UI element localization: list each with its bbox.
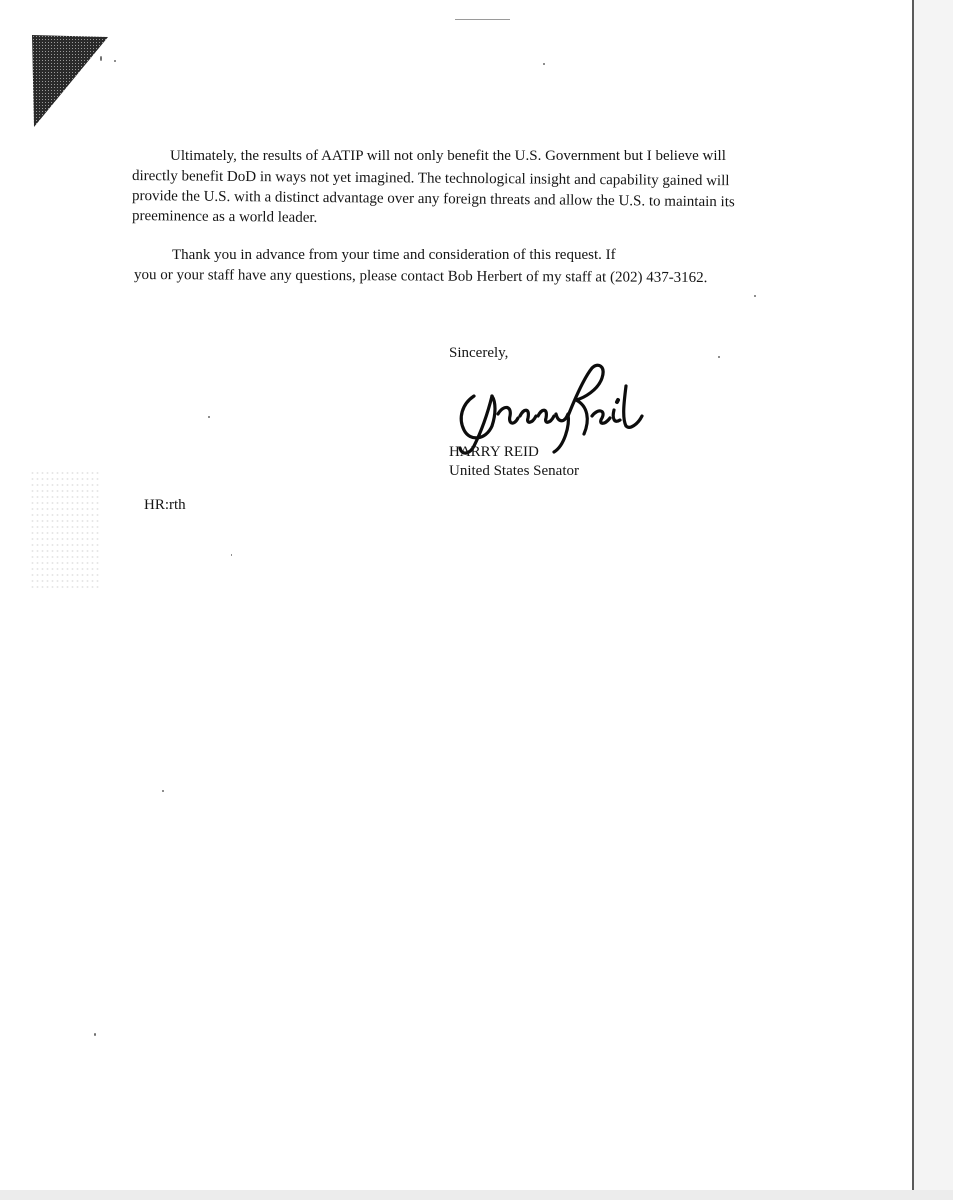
scan-speck bbox=[94, 1033, 96, 1036]
body-paragraph-2 bbox=[134, 245, 707, 285]
scan-speck bbox=[114, 60, 116, 62]
paragraph-line: directly benefit DoD in ways not yet imagined. The technological insight and capability gained will bbox=[131, 168, 730, 190]
paragraph-line: Thank you in advance from your time and consideration of this request. If bbox=[172, 247, 616, 263]
scan-speck bbox=[162, 790, 164, 792]
paragraph-line: preeminence as a world leader. bbox=[131, 208, 318, 226]
signer-name: HARRY REID bbox=[449, 444, 539, 460]
scan-artifact-dash bbox=[455, 19, 510, 20]
signer-title: United States Senator bbox=[449, 463, 579, 479]
paragraph-line: you or your staff have any questions, please contact Bob Herbert of my staff at (202) 437-3162. bbox=[133, 267, 708, 287]
reference-initials: HR:rth bbox=[144, 497, 186, 513]
paragraph-line: provide the U.S. with a distinct advantage over any foreign threats and allow the U.S. to maintain its bbox=[131, 188, 735, 211]
scan-speck bbox=[100, 56, 102, 61]
corner-fold-mark bbox=[32, 35, 110, 127]
letter-closing: Sincerely, bbox=[449, 345, 509, 361]
page-gutter bbox=[914, 0, 953, 1200]
scan-speck bbox=[231, 554, 232, 556]
scan-noise bbox=[30, 470, 100, 590]
scan-speck bbox=[718, 356, 720, 358]
body-paragraph-1 bbox=[132, 146, 812, 226]
page-bottom-edge bbox=[0, 1190, 953, 1200]
paragraph-line: Ultimately, the results of AATIP will not only benefit the U.S. Government but I believe will bbox=[170, 148, 726, 164]
scan-speck bbox=[543, 63, 545, 65]
scan-speck bbox=[208, 416, 210, 418]
scan-speck bbox=[754, 295, 756, 297]
